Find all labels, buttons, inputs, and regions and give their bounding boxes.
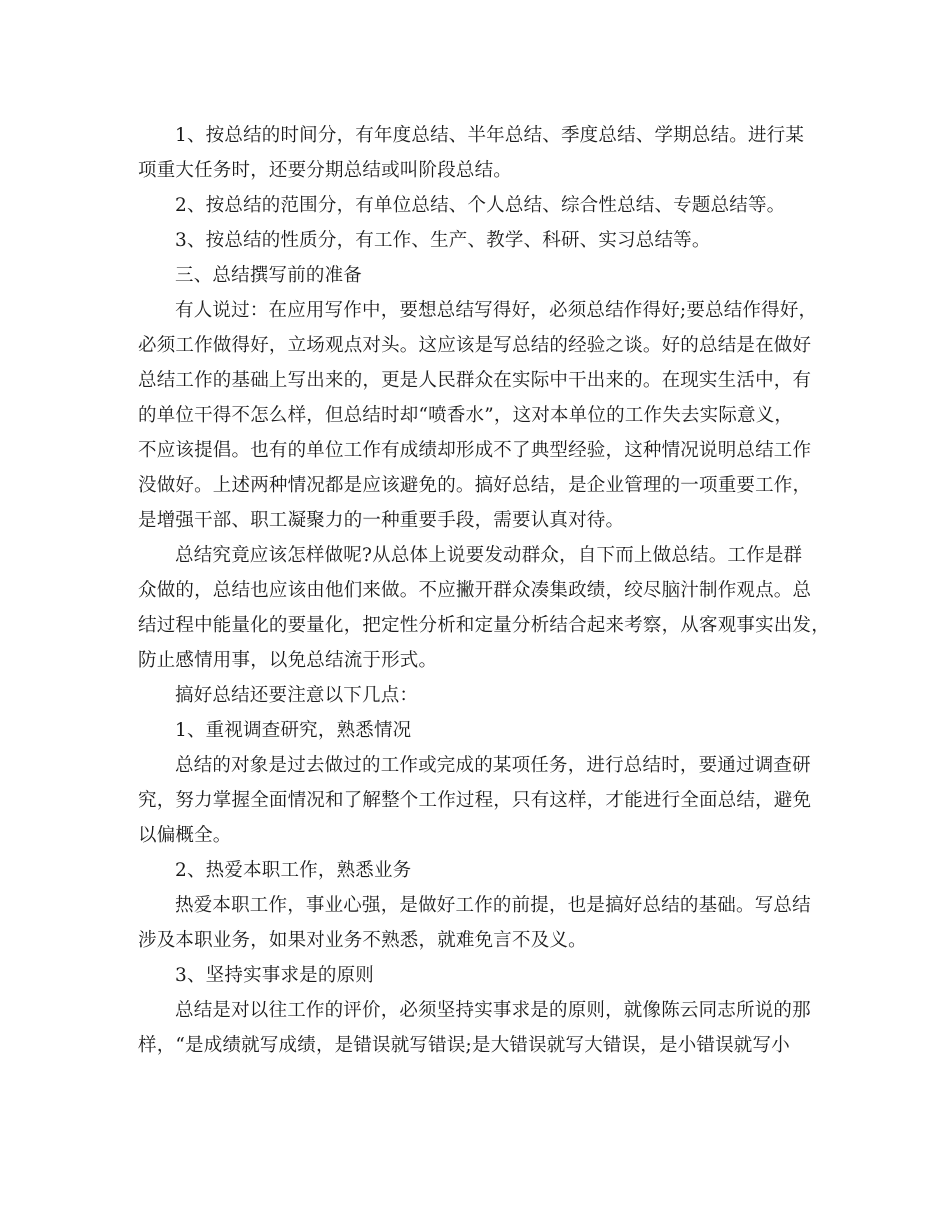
text-line: 样，“是成绩就写成绩，是错误就写错误;是大错误就写大错误，是小错误就写小 [138, 1035, 790, 1056]
text-line: 总结究竟应该怎样做呢?从总体上说要发动群众，自下而上做总结。工作是群 [175, 545, 803, 566]
text-line: 热爱本职工作，事业心强，是做好工作的前提，也是搞好总结的基础。写总结 [175, 895, 811, 916]
text-line: 众做的，总结也应该由他们来做。不应撇开群众凑集政绩，绞尽脑汁制作观点。总 [138, 580, 812, 601]
text-line: 总结是对以往工作的评价，必须坚持实事求是的原则，就像陈云同志所说的那 [175, 1000, 811, 1021]
text-line: 2、按总结的范围分，有单位总结、个人总结、综合性总结、专题总结等。 [175, 195, 786, 216]
text-line: 总结的对象是过去做过的工作或完成的某项任务，进行总结时，要通过调查研 [175, 755, 811, 776]
text-line: 防止感情用事，以免总结流于形式。 [138, 650, 438, 671]
text-line: 结过程中能量化的要量化，把定性分析和定量分析结合起来考察，从客观事实出发， [138, 615, 830, 636]
document-body [138, 118, 830, 1063]
section-heading: 三、总结撰写前的准备 [175, 265, 363, 286]
text-line: 涉及本职业务，如果对业务不熟悉，就难免言不及义。 [138, 930, 587, 951]
text-line: 总结工作的基础上写出来的，更是人民群众在实际中干出来的。在现实生活中，有 [138, 370, 812, 391]
text-line: 1、按总结的时间分，有年度总结、半年总结、季度总结、学期总结。进行某 [175, 125, 805, 146]
text-line: 3、按总结的性质分，有工作、生产、教学、科研、实习总结等。 [175, 230, 711, 251]
subheading: 2、热爱本职工作，熟悉业务 [175, 860, 412, 881]
text-line: 有人说过：在应用写作中，要想总结写得好，必须总结作得好;要总结作得好， [175, 300, 818, 321]
text-line: 的单位干得不怎么样，但总结时却“喷香水”，这对本单位的工作失去实际意义， [138, 405, 794, 426]
text-line: 没做好。上述两种情况都是应该避免的。搞好总结，是企业管理的一项重要工作， [138, 475, 812, 496]
text-line: 不应该提倡。也有的单位工作有成绩却形成不了典型经验，这种情况说明总结工作 [138, 440, 812, 461]
text-line: 项重大任务时，还要分期总结或叫阶段总结。 [138, 160, 513, 181]
subheading: 1、重视调查研究，熟悉情况 [175, 720, 412, 741]
text-line: 究，努力掌握全面情况和了解整个工作过程，只有这样，才能进行全面总结，避免 [138, 790, 812, 811]
text-line: 必须工作做得好，立场观点对头。这应该是写总结的经验之谈。好的总结是在做好 [138, 335, 812, 356]
text-line: 是增强干部、职工凝聚力的一种重要手段，需要认真对待。 [138, 510, 625, 531]
subheading: 3、坚持实事求是的原则 [175, 965, 374, 986]
text-line: 以偏概全。 [138, 825, 232, 846]
text-line: 搞好总结还要注意以下几点： [175, 685, 419, 706]
